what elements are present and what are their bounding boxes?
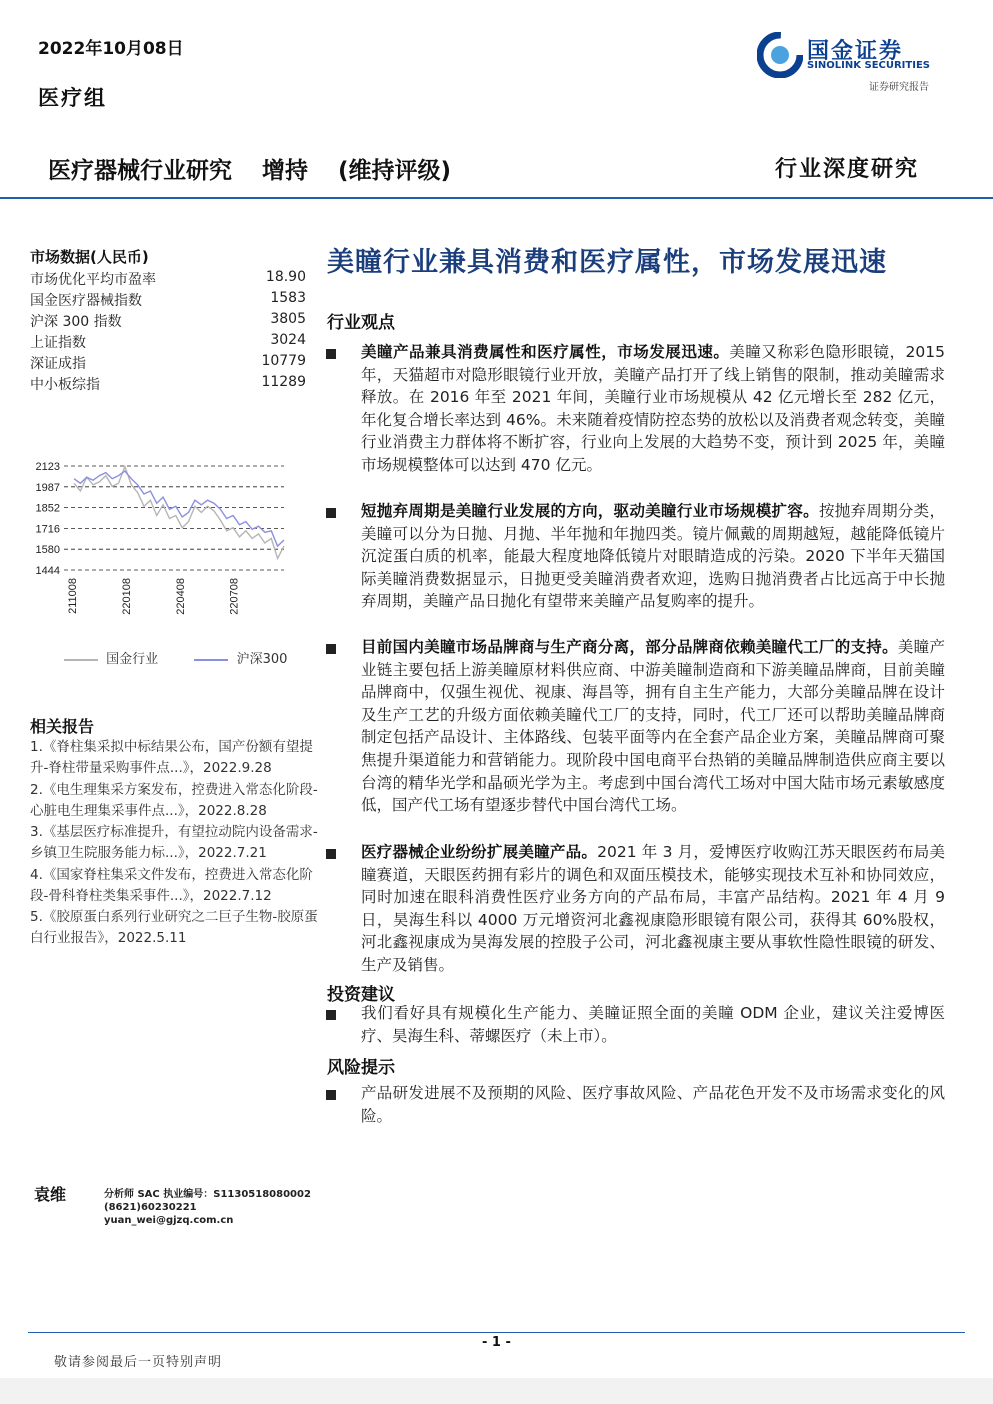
company-logo — [757, 32, 947, 94]
market-row — [30, 290, 306, 311]
logo-subtitle: 证券研究报告 — [869, 82, 929, 93]
related-reports-title: 相关报告 — [30, 717, 95, 736]
market-label: 国金医疗器械指数 — [30, 293, 142, 309]
report-headline: 美瞳行业兼具消费和医疗属性，市场发展迅速 — [327, 247, 887, 278]
bullet-icon — [326, 1090, 336, 1100]
related-report-link[interactable]: 1.《脊柱集采拟中标结果公布，国产份额有望提升-脊柱带量采购事件点...》，2022.9.28 — [30, 739, 313, 776]
paragraph-market-growth — [361, 341, 945, 477]
bullet-icon — [326, 644, 336, 654]
title-rating-note: (维持评级) — [338, 158, 452, 184]
market-row — [30, 269, 306, 290]
report-type: 行业深度研究 — [775, 156, 920, 182]
market-label: 中小板综指 — [30, 377, 100, 393]
logo-mark-icon — [757, 32, 803, 78]
market-label: 深证成指 — [30, 356, 86, 372]
analyst-phone: (8621)60230221 — [104, 1202, 197, 1213]
market-value: 1583 — [270, 290, 306, 306]
series-line-1 — [74, 471, 284, 546]
bullet-icon — [326, 349, 336, 359]
legend-swatch-industry — [64, 659, 98, 661]
research-group: 医疗组 — [38, 85, 107, 110]
para-lead: 医疗器械企业纷纷扩展美瞳产品。 — [361, 843, 598, 861]
related-report-link[interactable]: 3.《基层医疗标准提升，有望拉动院内设备需求-乡镇卫生院服务能力标...》，2022.7.21 — [30, 824, 318, 861]
y-tick-label: 1716 — [35, 523, 60, 536]
x-tick-label: 220108 — [120, 578, 133, 615]
section-heading-risk: 风险提示 — [327, 1058, 395, 1078]
para-body: 美瞳产业链主要包括上游美瞳原材料供应商、中游美瞳制造商和下游美瞳品牌商，目前美瞳品牌商中，仅强生视优、视康、海昌等，拥有自主生产能力，大部分美瞳品牌在设计及生产工艺的升级方面依赖美瞳代工厂的支持，同时，代工厂还可以帮助美瞳品牌商制定包括产品设计、主体路线、包装平面等内在全套产品企业方案，美瞳品牌商可聚焦提升渠道能力和营销能力。现阶段中国电商平台热销的美瞳品牌制造供应商主要以台湾的精华光学和晶硕光学为主。考虑到中国台湾代工场对中国大陆市场元素敏感度低，国产代工场有望逐步替代中国台湾代工场。 — [361, 638, 945, 815]
x-tick-label: 220408 — [174, 578, 187, 615]
y-tick-label: 1580 — [35, 544, 60, 557]
paragraph-brand-oem — [361, 636, 945, 817]
related-report-link[interactable]: 5.《胶原蛋白系列行业研究之二巨子生物-胶原蛋白行业报告》，2022.5.11 — [30, 909, 318, 946]
paragraph-investment: 我们看好具有规模化生产能力、美瞳证照全面的美瞳 ODM 企业，建议关注爱博医疗、昊海生科、蒂螺医疗（未上市）。 — [361, 1004, 945, 1045]
report-title-line — [48, 152, 473, 185]
bullet-icon — [326, 1010, 336, 1020]
related-report-link[interactable]: 4.《国家脊柱集采文件发布，控费进入常态化阶段-骨科脊柱类集采事件...》，2022.7.12 — [30, 867, 313, 904]
market-value: 3024 — [270, 332, 306, 348]
x-tick-label: 211008 — [67, 578, 79, 614]
market-row — [30, 374, 306, 395]
logo-cn-text: 国金证券 — [807, 39, 904, 64]
market-row — [30, 353, 306, 374]
market-row — [30, 311, 306, 332]
market-label: 市场优化平均市盈率 — [30, 272, 156, 288]
bullet-icon — [326, 508, 336, 518]
para-lead: 短抛弃周期是美瞳行业发展的方向，驱动美瞳行业市场规模扩容。 — [361, 502, 819, 520]
paragraph-disposal-cycle — [361, 500, 945, 613]
analyst-email[interactable]: yuan_wei@gjzq.com.cn — [104, 1215, 234, 1226]
logo-en-text: SINOLINK SECURITIES — [807, 60, 930, 71]
market-value: 10779 — [261, 353, 306, 369]
y-tick-label: 2123 — [35, 461, 60, 473]
analyst-contact — [104, 1188, 311, 1227]
footer-disclaimer: 敬请参阅最后一页特别声明 — [54, 1355, 223, 1370]
para-lead: 目前国内美瞳市场品牌商与生产商分离，部分品牌商依赖美瞳代工厂的支持。 — [361, 638, 898, 656]
index-performance-chart — [22, 448, 312, 628]
chart-legend — [64, 648, 287, 667]
para-body: 美瞳又称彩色隐形眼镜，2015 年，天猫超市对隐形眼镜行业开放，美瞳产品打开了线上销售的限制，推动美瞳需求释放。在 2016 年至 2021 年间，美瞳行业市场规模从 42 亿元增长至 282 亿元，年化复合增长率达到 46%。未来随着疫情防控态势的放松以及消费者观念转变，美瞳行业消费主力群体将不断扩容，行业向上发展的大趋势不变，预计到 2025 年，美瞳市场规模整体可以达到 470 亿元。 — [361, 343, 945, 474]
para-body: 按抛弃周期分类，美瞳可以分为日抛、月抛、半年抛和年抛四类。镜片佩戴的周期越短，越能降低镜片沉淀蛋白质的机率，能最大程度地降低镜片对眼睛造成的污染。2020 下半年天猫国际美瞳消费数据显示，日抛更受美瞳消费者欢迎，选购日抛消费者占比远高于中长抛弃周期，美瞳产品日抛化有望带来美瞳产品复购率的提升。 — [361, 502, 945, 611]
footer-divider — [28, 1332, 965, 1333]
para-body: 2021 年 3 月，爱博医疗收购江苏天眼医药布局美瞳赛道，天眼医药拥有彩片的调色和双面压模技术，能够实现技术互补和协同效应，同时加速在眼科消费性医疗业务方向的产品布局，丰富产品结构。2021 年 4 月 9 日，昊海生科以 4000 万元增资河北鑫视康隐形眼镜有限公司，获得其 60%股权，河北鑫视康成为昊海发展的控股子公司，河北鑫视康主要从事软性隐性眼镜的研发、生产及销售。 — [361, 843, 945, 974]
bullet-icon — [326, 849, 336, 859]
market-value: 18.90 — [265, 269, 306, 285]
analyst-name: 袁维 — [34, 1185, 67, 1204]
report-date: 2022年10月08日 — [38, 39, 184, 59]
paragraph-risk: 产品研发进展不及预期的风险、医疗事故风险、产品花色开发不及市场需求变化的风险。 — [361, 1084, 945, 1125]
related-report-link[interactable]: 2.《电生理集采方案发布，控费进入常态化阶段-心脏电生理集采事件点...》，2022.8.28 — [30, 782, 318, 819]
market-value: 11289 — [261, 374, 306, 390]
section-heading-investment: 投资建议 — [327, 985, 395, 1005]
title-rating: 增持 — [262, 158, 309, 184]
y-tick-label: 1987 — [35, 481, 60, 494]
page-number: - 1 - — [482, 1335, 511, 1350]
paragraph-device-companies — [361, 841, 945, 977]
market-label: 上证指数 — [30, 335, 86, 351]
para-lead: 美瞳产品兼具消费属性和医疗属性，市场发展迅速。 — [361, 343, 730, 361]
x-tick-label: 220708 — [228, 578, 241, 615]
market-data-title: 市场数据(人民币) — [30, 248, 149, 266]
section-heading-views: 行业观点 — [327, 313, 395, 333]
market-value: 3805 — [270, 311, 306, 327]
y-tick-label: 1444 — [35, 565, 60, 577]
legend-label-industry: 国金行业 — [106, 652, 159, 667]
title-industry: 医疗器械行业研究 — [48, 158, 232, 184]
analyst-license: 分析师 SAC 执业编号：S1130518080002 — [104, 1189, 311, 1200]
market-label: 沪深 300 指数 — [30, 314, 122, 330]
footer-band — [0, 1378, 993, 1404]
legend-label-hs300: 沪深300 — [236, 652, 288, 667]
y-tick-label: 1852 — [35, 502, 60, 515]
legend-swatch-hs300 — [194, 659, 228, 661]
header-divider — [0, 197, 993, 199]
market-row — [30, 332, 306, 353]
